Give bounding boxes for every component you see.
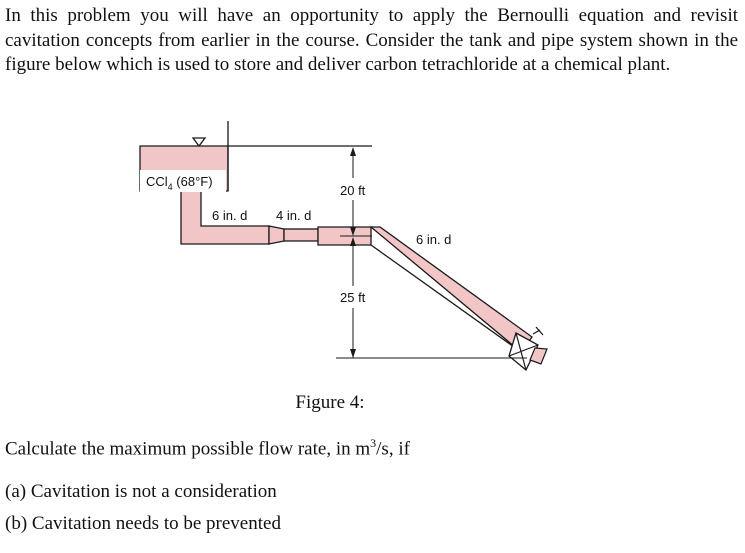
label-25ft: 25 ft [340, 290, 366, 305]
label-4in: 4 in. d [276, 208, 312, 223]
pipe-6in-diagonal [371, 227, 532, 352]
part-a: (a) Cavitation is not a consideration [5, 481, 277, 502]
fluid-label: CCl$_4$ (68°F) [146, 174, 213, 192]
label-6in-upper: 6 in. d [212, 208, 248, 223]
label-20ft: 20 ft [340, 183, 366, 198]
question-text: Calculate the maximum possible flow rate, in $m^3/s$, if [5, 436, 410, 460]
figure-caption: Figure 4: [295, 392, 365, 413]
water-surface-marker-icon [193, 138, 205, 146]
label-6in-diagonal: 6 in. d [416, 232, 452, 247]
pipe-contraction [269, 226, 284, 244]
part-b: (b) Cavitation needs to be prevented [5, 513, 281, 534]
tank-fluid [140, 146, 269, 244]
pipe-4in [284, 229, 318, 241]
problem-intro: In this problem you will have an opportunity to apply the Bernoulli equation and revisit cavitation concepts from earlier in the course. Consider the tank and pipe system shown in the figure below which is used to store and deliver carbon tetrachloride at a chemical plant. [5, 5, 738, 75]
tank-pipe-figure [0, 105, 600, 385]
